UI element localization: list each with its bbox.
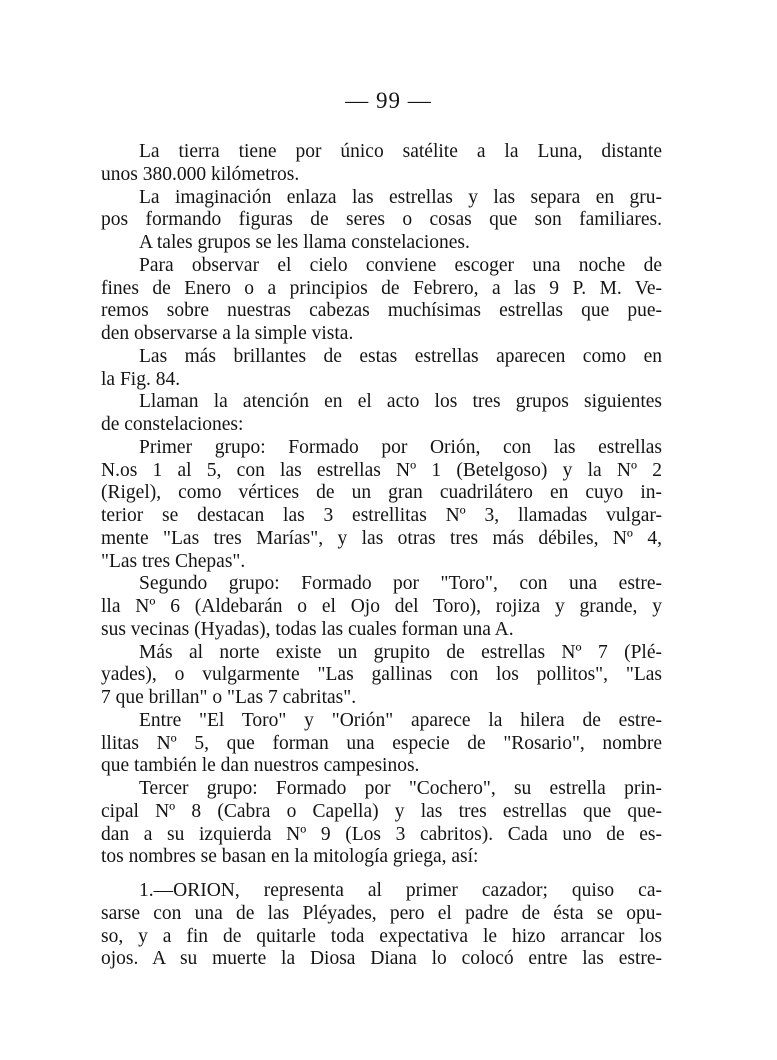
text-line: den observarse a la simple vista. — [101, 323, 354, 344]
text-line: La imaginación enlaza las estrellas y las separa en gru- — [139, 186, 662, 208]
text-line: ojos. A su muerte la Diosa Diana lo colocó entre las estre- — [101, 948, 662, 970]
text-line: terior se destacan las 3 estrellitas Nº 3, llamadas vulgar- — [101, 505, 662, 526]
text-line: La tierra tiene por único satélite a la Luna, distante — [139, 141, 662, 162]
text-line: cipal Nº 8 (Cabra o Capella) y las tres estrellas que que- — [101, 800, 662, 822]
text-line: que también le dan nuestros campesinos. — [101, 755, 420, 777]
text-line: Segundo grupo: Formado por "Toro", con una estre- — [139, 573, 662, 595]
text-line: Para observar el cielo conviene escoger una noche de — [139, 254, 662, 276]
text-line: 7 que brillan" o "Las 7 cabritas". — [101, 687, 357, 708]
text-line: remos sobre nuestras cabezas muchísimas estrellas que pue- — [101, 300, 662, 322]
text-line: so, y a fin de quitarle toda expectativa le hizo arrancar los — [101, 925, 662, 947]
text-line: Entre "El Toro" y "Orión" aparece la hilera de estre- — [139, 709, 662, 731]
text-line: Más al norte existe un grupito de estrellas Nº 7 (Plé- — [139, 641, 662, 663]
text-line: llitas Nº 5, que forman una especie de "Rosario", nombre — [101, 732, 662, 754]
text-line: la Fig. 84. — [101, 368, 181, 390]
text-line: Primer grupo: Formado por Orión, con las estrellas — [139, 436, 662, 458]
text-line: (Rigel), como vértices de un gran cuadrilátero en cuyo in- — [101, 482, 662, 504]
text-line: yades), o vulgarmente "Las gallinas con los pollitos", "Las — [101, 664, 662, 686]
text-line: tos nombres se basan en la mitología griega, así: — [101, 846, 479, 868]
text-line: dan a su izquierda Nº 9 (Los 3 cabritos). Cada uno de es- — [101, 823, 662, 845]
text-line: Tercer grupo: Formado por "Cochero", su estrella prin- — [139, 778, 662, 799]
text-line: sus vecinas (Hyadas), todas las cuales forman una A. — [101, 618, 514, 640]
text-line: N.os 1 al 5, con las estrellas Nº 1 (Betelgoso) y la Nº 2 — [101, 459, 662, 481]
text-line: sarse con una de las Pléyades, pero el padre de ésta se opu- — [101, 902, 662, 924]
text-line: fines de Enero o a principios de Febrero, a las 9 P. M. Ve- — [101, 277, 662, 299]
text-line: 1.—ORION, representa al primer cazador; quiso ca- — [139, 880, 662, 901]
body-text — [101, 141, 662, 971]
text-line: mente "Las tres Marías", y las otras tres más débiles, Nº 4, — [101, 527, 662, 549]
text-line: "Las tres Chepas". — [101, 550, 246, 572]
text-line: unos 380.000 kilómetros. — [101, 163, 300, 185]
text-line: de constelaciones: — [101, 414, 244, 435]
text-line: Llaman la atención en el acto los tres grupos siguientes — [139, 391, 662, 413]
text-line: pos formando figuras de seres o cosas que son familiares. — [101, 209, 662, 231]
text-line: lla Nº 6 (Aldebarán o el Ojo del Toro), rojiza y grande, y — [101, 596, 662, 617]
text-line: A tales grupos se les llama constelaciones. — [139, 232, 470, 253]
text-line: Las más brillantes de estas estrellas aparecen como en — [139, 345, 662, 367]
page-number: — 99 — — [345, 88, 432, 113]
